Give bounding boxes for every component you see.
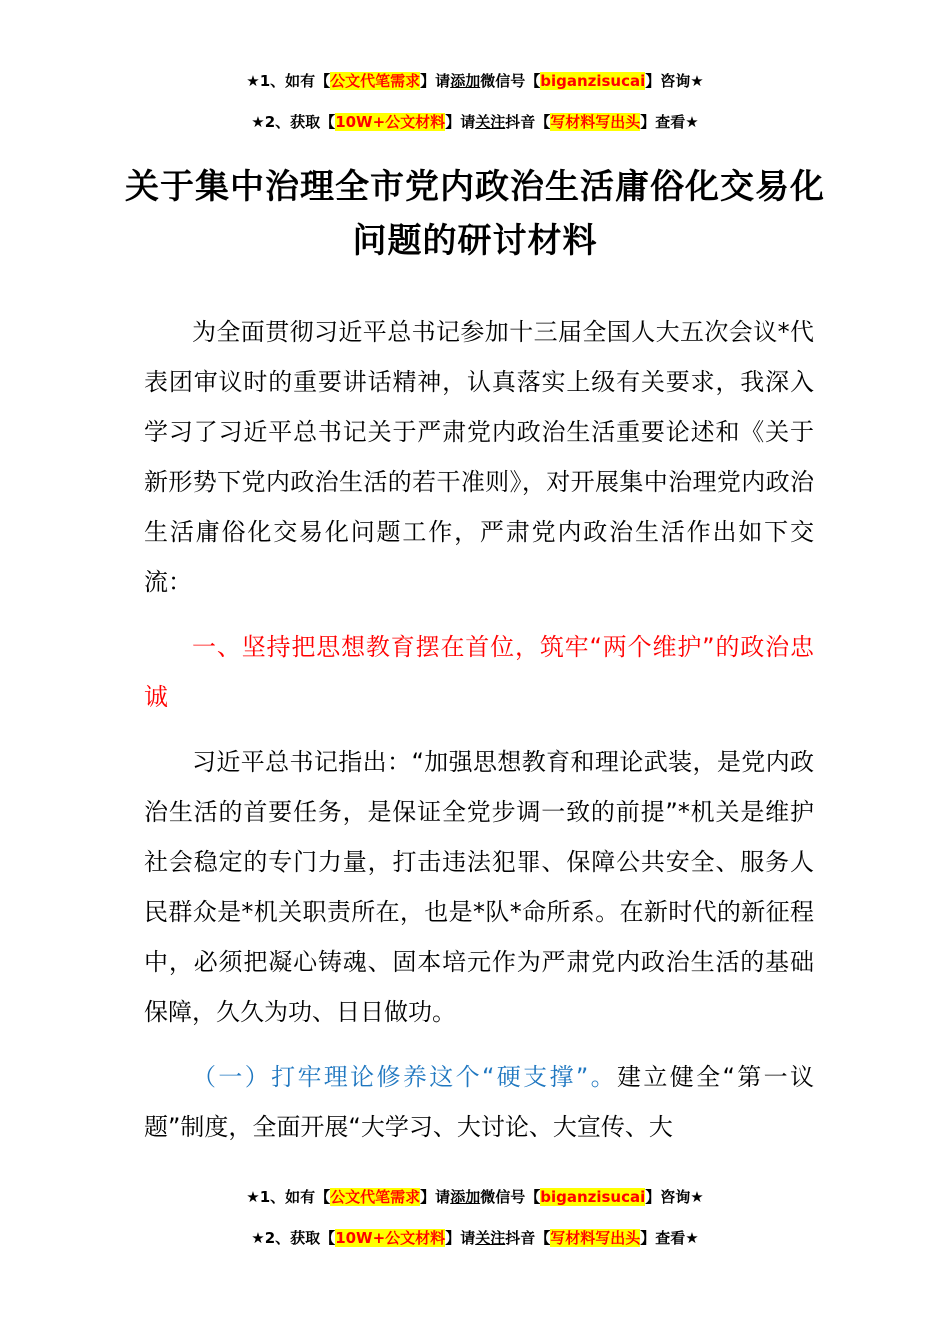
banner-highlight-service: 公文代笔需求 — [330, 1188, 421, 1206]
subsection-1-paragraph — [144, 1052, 814, 1152]
banner-prefix: ★1、如有【 — [246, 72, 331, 90]
top-banner-line-1 — [0, 70, 950, 92]
banner-text: 微信号【 — [480, 72, 541, 90]
banner-highlight-materials: 10W+公文材料 — [335, 1229, 446, 1247]
banner-prefix: ★1、如有【 — [246, 1188, 331, 1206]
section-1-paragraph: 习近平总书记指出：“加强思想教育和理论武装，是党内政治生活的首要任务，是保证全党步调一致的前提”*机关是维护社会稳定的专门力量，打击违法犯罪、保障公共安全、服务人民群众是*机关职责所在，也是*队*命所系。在新时代的新征程中，必须把凝心铸魂、固本培元作为严肃党内政治生活的基础保障，久久为功、日日做功。 — [144, 748, 814, 1026]
banner-text: 】请 — [420, 72, 451, 90]
banner-highlight-wechat-id: biganzisucai — [540, 1188, 646, 1206]
banner-highlight-service: 公文代笔需求 — [330, 72, 421, 90]
banner-text: 微信号【 — [480, 1188, 541, 1206]
banner-highlight-douyin-id: 写材料写出头 — [550, 1229, 641, 1247]
banner-highlight-materials: 10W+公文材料 — [335, 113, 446, 131]
banner-prefix: ★2、获取【 — [251, 1229, 336, 1247]
banner-text: 】请 — [420, 1188, 451, 1206]
subsection-1-body: 建立健全“第一议题”制度，全面开展“大学习、大讨论、大宣传、大 — [144, 1063, 814, 1141]
section-heading-1: 一、坚持把思想教育摆在首位，筑牢“两个维护”的政治忠诚 — [144, 633, 814, 711]
banner-text: 】请 — [445, 1229, 476, 1247]
subsection-heading-1: （一）打牢理论修养这个“硬支撑”。 — [192, 1063, 618, 1091]
banner-suffix: 】咨询★ — [645, 1188, 704, 1206]
banner-underline-follow: 关注 — [475, 113, 506, 131]
banner-suffix: 】查看★ — [640, 113, 699, 131]
banner-suffix: 】咨询★ — [645, 72, 704, 90]
intro-paragraph: 为全面贯彻习近平总书记参加十三届全国人大五次会议*代表团审议时的重要讲话精神，认真落实上级有关要求，我深入学习了习近平总书记关于严肃党内政治生活重要论述和《关于新形势下党内政治生活的若干准则》，对开展集中治理党内政治生活庸俗化交易化问题工作，严肃党内政治生活作出如下交流： — [144, 318, 814, 596]
banner-text: 抖音【 — [505, 113, 551, 131]
bottom-banner-line-1 — [0, 1186, 950, 1208]
banner-text: 】请 — [445, 113, 476, 131]
top-banner-line-2 — [0, 111, 950, 133]
banner-text: 抖音【 — [505, 1229, 551, 1247]
banner-highlight-wechat-id: biganzisucai — [540, 72, 646, 90]
document-title: 关于集中治理全市党内政治生活庸俗化交易化问题的研讨材料 — [125, 167, 825, 261]
banner-highlight-douyin-id: 写材料写出头 — [550, 113, 641, 131]
banner-underline-add: 添加 — [450, 1188, 481, 1206]
bottom-banner-line-2 — [0, 1227, 950, 1249]
banner-prefix: ★2、获取【 — [251, 113, 336, 131]
banner-suffix: 】查看★ — [640, 1229, 699, 1247]
banner-underline-add: 添加 — [450, 72, 481, 90]
banner-underline-follow: 关注 — [475, 1229, 506, 1247]
